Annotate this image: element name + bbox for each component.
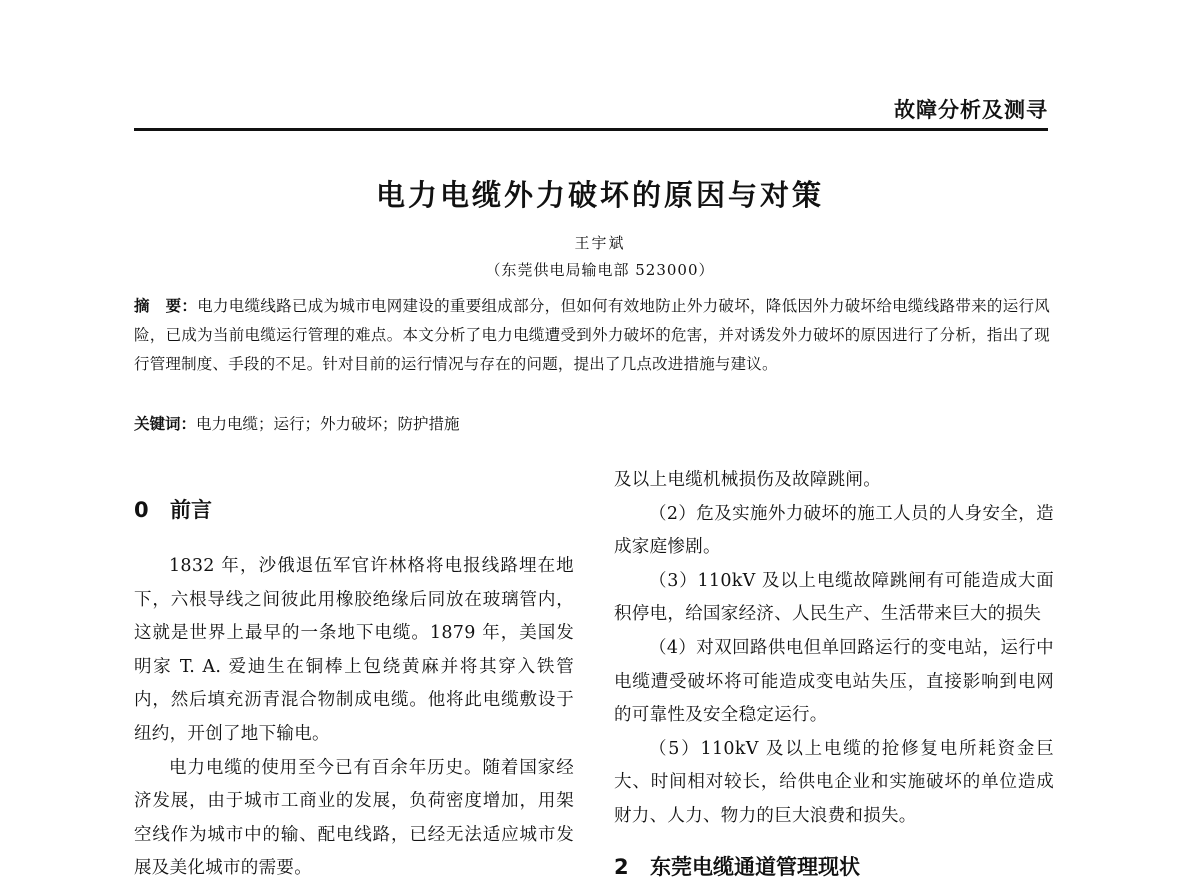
section-heading-0 xyxy=(134,494,574,526)
body-paragraph: 电力电缆的使用至今已有百余年历史。随着国家经济发展，由于城市工商业的发展，负荷密度增加，用架空线作为城市中的输、配电线路，已经无法适应城市发展及美化城市的需要。 xyxy=(134,757,574,879)
keywords xyxy=(134,411,1050,437)
continued-paragraph: 及以上电缆机械损伤及故障跳闸。 xyxy=(614,470,881,490)
body-paragraph: 1832 年，沙俄退伍军官许林格将电报线路埋在地下，六根导线之间彼此用橡胶绝缘后同放在玻璃管内，这就是世界上最早的一条地下电缆。1879 年，美国发明家 T. A. 爱迪生在铜棒上包绕黄麻并将其穿入铁管内，然后填充沥青混合物制成电缆。他将此电缆敷设于纽约，开创了地下输电。 xyxy=(134,556,574,744)
abstract-text: 电力电缆线路已成为城市电网建设的重要组成部分，但如何有效地防止外力破坏，降低因外力破坏给电缆线路带来的运行风险，已成为当前电缆运行管理的难点。本文分析了电力电缆遭受到外力破坏的危害，并对诱发外力破坏的原因进行了分析，指出了现行管理制度、手段的不足。针对目前的运行情况与存在的问题，提出了几点改进措施与建议。 xyxy=(134,297,1050,373)
abstract xyxy=(134,291,1050,379)
section-number: 2 xyxy=(614,854,629,879)
author-affiliation: （东莞供电局输电部 523000） xyxy=(485,261,715,279)
right-column xyxy=(614,464,1054,883)
list-item: （2）危及实施外力破坏的施工人员的人身安全，造成家庭惨剧。 xyxy=(614,503,1054,558)
keywords-label: 关键词： xyxy=(134,414,197,433)
list-item: （5）110kV 及以上电缆的抢修复电所耗资金巨大、时间相对较长，给供电企业和实施破坏的单位造成财力、人力、物力的巨大浪费和损失。 xyxy=(614,738,1054,826)
list-item: （3）110kV 及以上电缆故障跳闸有可能造成大面积停电，给国家经济、人民生产、生活带来巨大的损失 xyxy=(614,570,1054,625)
article-title: 电力电缆外力破坏的原因与对策 xyxy=(375,178,824,212)
section-title: 前言 xyxy=(170,498,212,522)
author-name: 王宇斌 xyxy=(574,234,626,252)
list-item: （4）对双回路供电但单回路运行的变电站，运行中电缆遭受破坏将可能造成变电站失压，直接影响到电网的可靠性及安全稳定运行。 xyxy=(614,637,1054,726)
section-title: 东莞电缆通道管理现状 xyxy=(650,854,860,879)
section-number: 0 xyxy=(134,498,149,522)
section-heading-2 xyxy=(614,851,1054,883)
running-header-section: 故障分析及测寻 xyxy=(894,98,1048,122)
keywords-text: 电力电缆；运行；外力破坏；防护措施 xyxy=(196,415,460,433)
abstract-label: 摘 要： xyxy=(134,296,198,315)
header-rule xyxy=(134,128,1048,131)
left-column xyxy=(134,494,574,886)
